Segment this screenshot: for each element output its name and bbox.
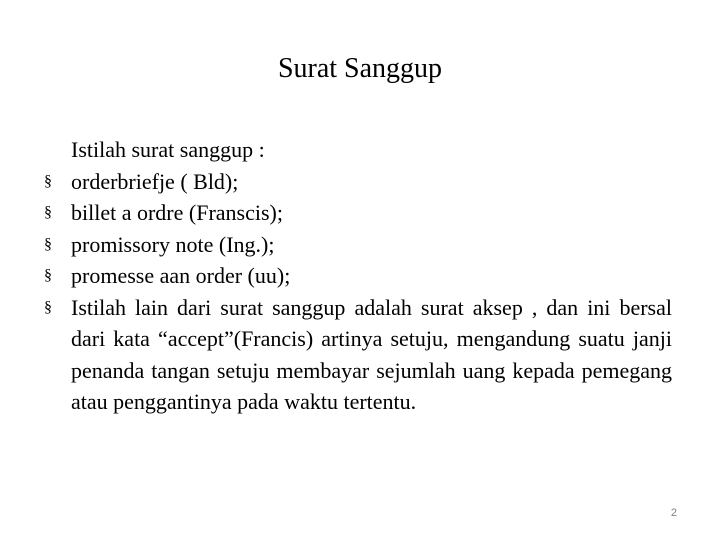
list-item-text: Istilah lain dari surat sanggup adalah surat aksep , dan ini bersal dari kata “accept”(Francis) artinya setuju, mengandung suatu janji penanda tangan setuju membayar sejumlah uang kepada pemegang atau penggantinya pada waktu tertentu.	[71, 294, 672, 414]
list-item-text: promissory note (Ing.);	[71, 231, 275, 257]
page-number: 2	[670, 507, 677, 519]
list-item	[44, 166, 672, 198]
slide-title: Surat Sanggup	[277, 53, 443, 84]
bullet-icon: §	[44, 267, 52, 284]
intro-text: Istilah surat sanggup :	[71, 137, 265, 162]
bullet-icon: §	[44, 204, 52, 221]
slide-content	[44, 134, 672, 418]
bullet-icon: §	[44, 298, 52, 316]
list-item-text: orderbriefje ( Bld);	[71, 168, 239, 194]
intro-line	[44, 134, 672, 166]
list-item	[44, 229, 672, 261]
list-item-text: billet a ordre (Franscis);	[71, 200, 283, 225]
list-item	[44, 292, 672, 418]
list-item	[44, 197, 672, 229]
bullet-icon: §	[44, 235, 52, 253]
bullet-icon: §	[44, 172, 52, 190]
list-item	[44, 260, 672, 292]
list-item-text: promesse aan order (uu);	[71, 263, 291, 288]
